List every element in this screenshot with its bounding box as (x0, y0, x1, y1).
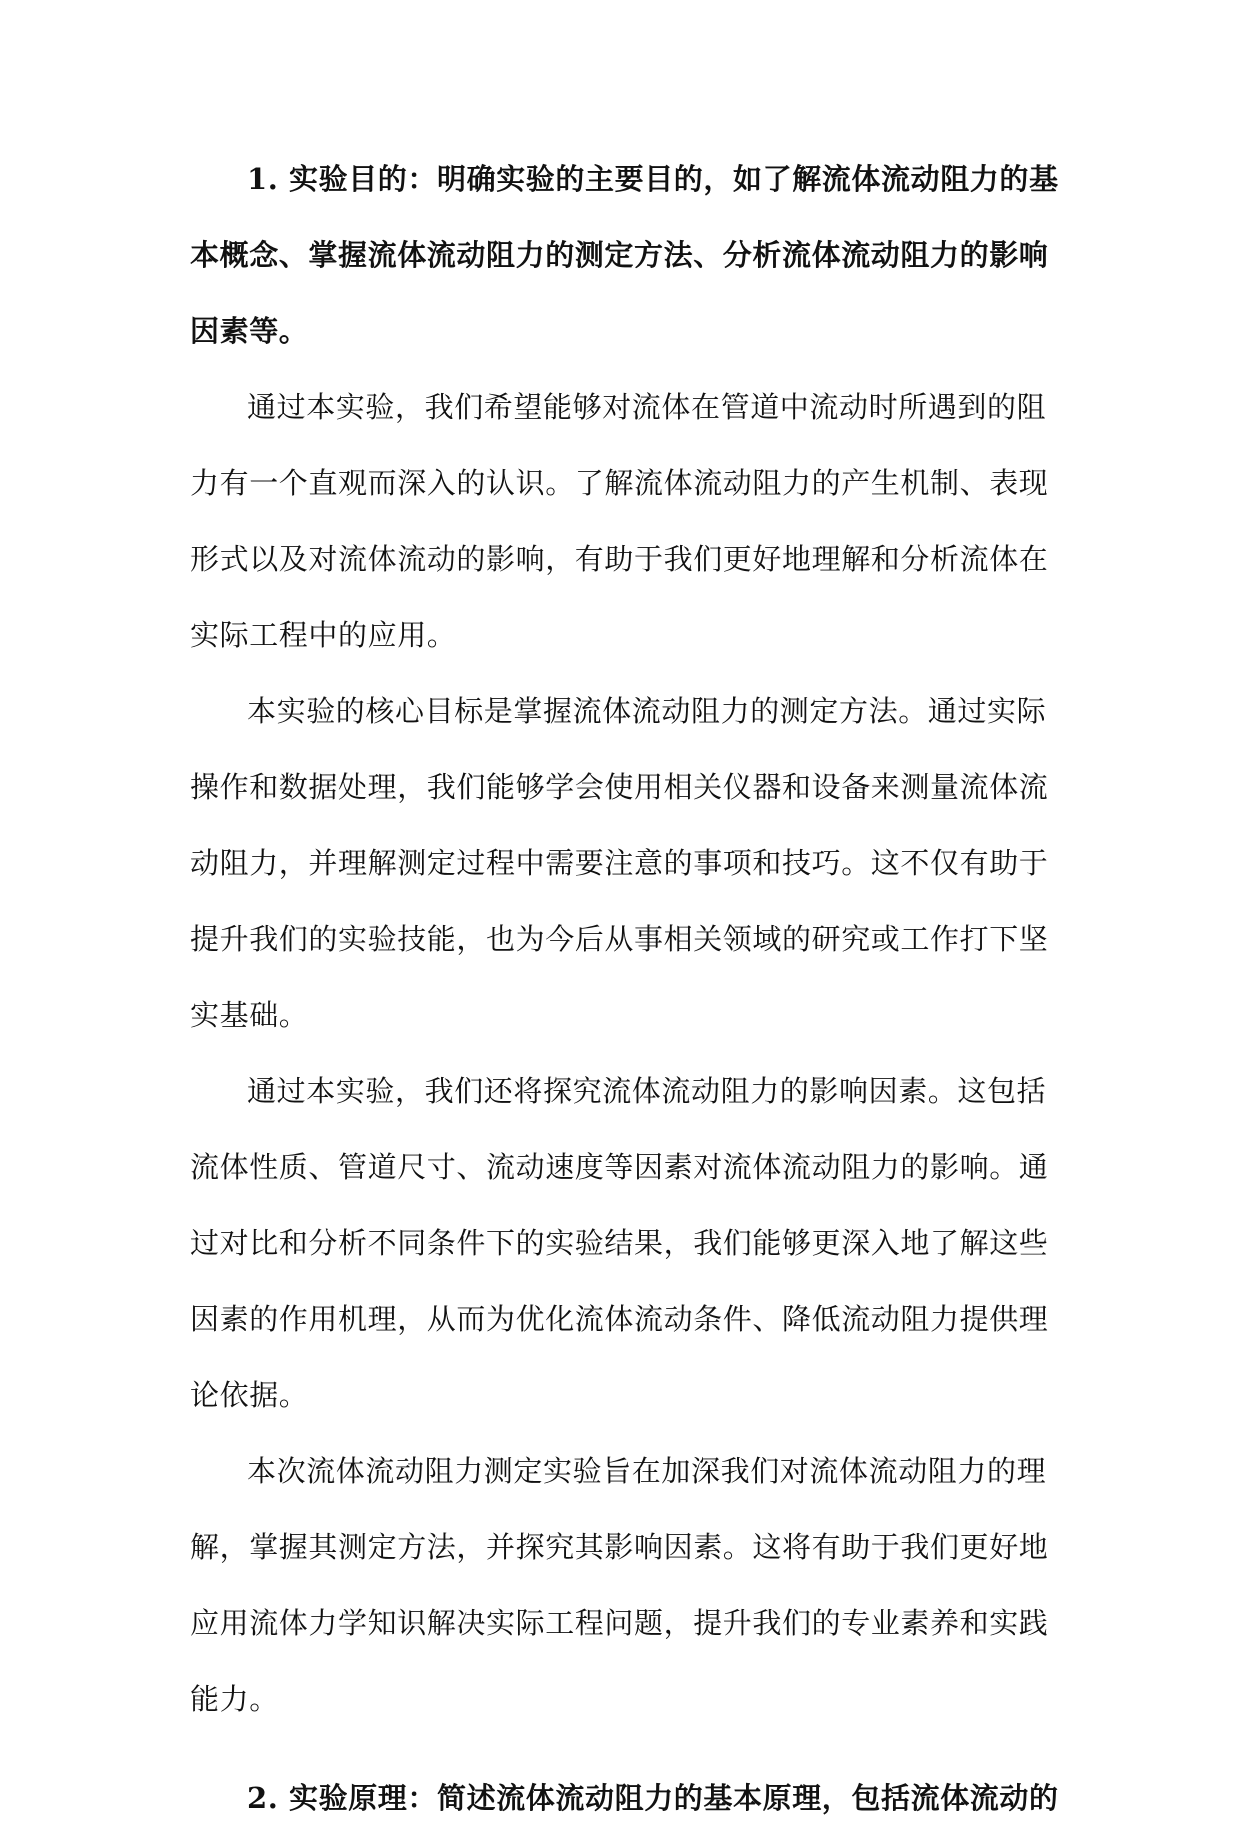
section-1-title: 实验目的：明确实验的主要目的，如了解流体流动阻力的基本概念、掌握流体流动阻力的测定方法、分析流体流动阻力的影响因素等。 (190, 162, 1059, 348)
paragraph-3: 通过本实验，我们还将探究流体流动阻力的影响因素。这包括流体性质、管道尺寸、流动速度等因素对流体流动阻力的影响。通过对比和分析不同条件下的实验结果，我们能够更深入地了解这些因素的作用机理，从而为优化流体流动条件、降低流动阻力提供理论依据。 (190, 1074, 1049, 1412)
section-2-heading (190, 1760, 1060, 1836)
paragraph-4: 本次流体流动阻力测定实验旨在加深我们对流体流动阻力的理解，掌握其测定方法，并探究其影响因素。这将有助于我们更好地应用流体力学知识解决实际工程问题，提升我们的专业素养和实践能力。 (190, 1454, 1049, 1716)
section-1-heading (190, 141, 1060, 369)
section-1-number: 1. (247, 162, 279, 196)
section-2-title: 实验原理：简述流体流动阻力的基本原理，包括流体流动的 (289, 1781, 1059, 1815)
paragraph-1: 通过本实验，我们希望能够对流体在管道中流动时所遇到的阻力有一个直观而深入的认识。了解流体流动阻力的产生机制、表现形式以及对流体流动的影响，有助于我们更好地理解和分析流体在实际工程中的应用。 (190, 390, 1049, 652)
document-body (190, 141, 1060, 1836)
section-2-number: 2. (247, 1781, 279, 1815)
paragraph-2: 本实验的核心目标是掌握流体流动阻力的测定方法。通过实际操作和数据处理，我们能够学会使用相关仪器和设备来测量流体流动阻力，并理解测定过程中需要注意的事项和技巧。这不仅有助于提升我们的实验技能，也为今后从事相关领域的研究或工作打下坚实基础。 (190, 694, 1049, 1032)
